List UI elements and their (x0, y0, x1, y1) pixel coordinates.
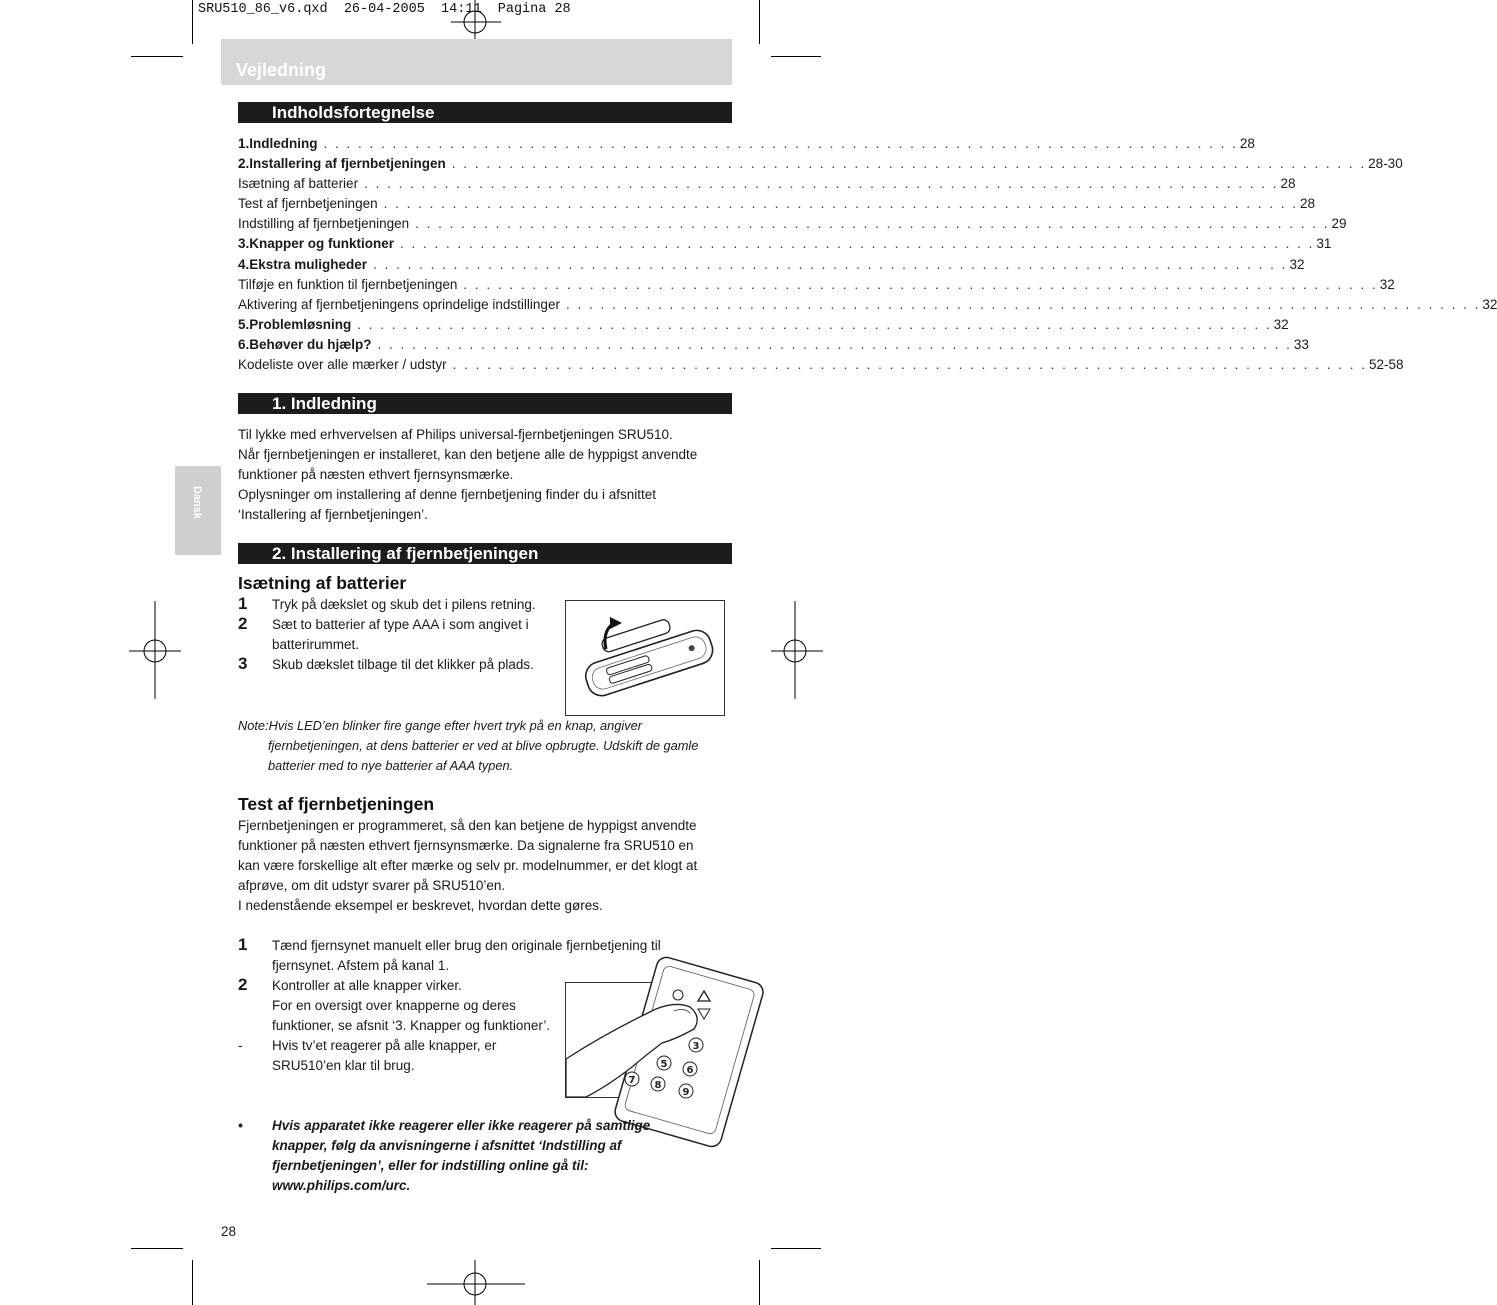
warning-bullet (238, 1116, 732, 1196)
language-tab (175, 466, 221, 555)
toc-leader-dots: . . . . . . . . . . . . . . . . . . . . . . . . . . . . . . . . . . . . . . . . . . . . . . . . . . . . . . . . . . . . . . . . . . . . . . . . . . . . . . . . (415, 216, 1330, 232)
body-line: funktioner på næsten ethvert fjernsynsmærke. (238, 467, 514, 483)
toc-entry[interactable] (238, 174, 1296, 194)
toc-entry-page: 28-30 (1368, 156, 1403, 172)
step-number: 1 (238, 935, 248, 954)
toc-leader-dots: . . . . . . . . . . . . . . . . . . . . . . . . . . . . . . . . . . . . . . . . . . . . . . . . . . . . . . . . . . . . . . . . . . . . . . . . . . . . . . . . (400, 236, 1315, 252)
toc-entry-page: 32 (1482, 296, 1497, 312)
toc-entry[interactable] (238, 194, 1316, 214)
warning-line: Hvis apparatet ikke reagerer eller ikke reagerer på samtlige (272, 1118, 651, 1133)
toc-entry-page: 28 (1299, 196, 1316, 212)
test-body (238, 816, 732, 916)
section-2-bar (238, 543, 732, 564)
body-line: Fjernbetjeningen er programmeret, så den kan betjene de hyppigst anvendte (238, 818, 697, 833)
toc-entry-title: Isætning af batterier (238, 176, 359, 192)
step-line: Sæt to batterier af type AAA i som angivet i (272, 617, 529, 632)
battery-illustration (565, 600, 725, 716)
step-number: 2 (238, 975, 248, 994)
keypad-digit: 6 (686, 1065, 694, 1076)
warning-line: knapper, følg da anvisningerne i afsnittet ‘Indstilling af (272, 1138, 622, 1154)
note-line: batterier med to nye batterier af AAA typen. (268, 758, 514, 774)
crop-mark (131, 56, 183, 57)
page-title: Vejledning (236, 60, 327, 80)
bullet-marker: • (238, 1118, 243, 1133)
toc-leader-dots: . . . . . . . . . . . . . . . . . . . . . . . . . . . . . . . . . . . . . . . . . . . . . . . . . . . . . . . . . . . . . . . . . . . . . . . . . . . . . . . . (452, 357, 1367, 373)
toc-entry-number: 5. (238, 316, 250, 332)
crop-mark (771, 56, 821, 57)
keypad-digit: 8 (654, 1080, 662, 1091)
toc-entry-page: 32 (1379, 276, 1395, 292)
toc-entry[interactable] (238, 214, 1347, 234)
keypad-digit: 5 (660, 1059, 668, 1070)
step-number: 1 (238, 594, 248, 613)
note-line: Note:Hvis LED’en blinker fire gange efter hvert tryk på en knap, angiver (238, 718, 643, 733)
table-of-contents (238, 134, 1497, 375)
toc-entry-title: Aktivering af fjernbetjeningens oprindelige indstillinger (238, 296, 560, 312)
crop-mark (192, 1260, 193, 1305)
step-line: fjernsynet. Afstem på kanal 1. (272, 958, 450, 974)
toc-entry-page: 52-58 (1368, 357, 1404, 373)
batteries-heading: Isætning af batterier (238, 573, 407, 593)
step-line: batterirummet. (272, 637, 360, 653)
toc-entry-title: Test af fjernbetjeningen (238, 196, 378, 212)
warning-link[interactable]: www.philips.com/urc. (272, 1178, 411, 1194)
step-line: funktioner, se afsnit ‘3. Knapper og funktioner’. (272, 1018, 551, 1034)
keypad-digit: 7 (628, 1075, 636, 1086)
toc-leader-dots: . . . . . . . . . . . . . . . . . . . . . . . . . . . . . . . . . . . . . . . . . . . . . . . . . . . . . . . . . . . . . . . . . . . . . . . . . . . . . . . . (565, 296, 1481, 312)
dash-marker: - (238, 1038, 243, 1053)
toc-leader-dots: . . . . . . . . . . . . . . . . . . . . . . . . . . . . . . . . . . . . . . . . . . . . . . . . . . . . . . . . . . . . . . . . . . . . . . . . . . . . . . . . (323, 136, 1238, 151)
step-number: 2 (238, 614, 248, 633)
crop-mark (131, 1248, 183, 1249)
toc-entry-number: 3. (238, 236, 250, 252)
crop-mark (192, 0, 193, 44)
registration-mark-icon (129, 601, 181, 699)
crop-mark (759, 0, 760, 44)
note-line: fjernbetjeningen, at dens batterier er ved at blive opbrugte. Udskift de gamle (268, 738, 699, 754)
step-line: SRU510’en klar til brug. (272, 1058, 415, 1074)
battery-note (238, 716, 732, 776)
toc-entry-title: Behøver du hjælp? (249, 336, 372, 352)
toc-leader-dots: . . . . . . . . . . . . . . . . . . . . . . . . . . . . . . . . . . . . . . . . . . . . . . . . . . . . . . . . . . . . . . . . . . . . . . . . . . . . . . . . (373, 256, 1288, 272)
toc-heading: Indholdsfortegnelse (272, 103, 435, 122)
registration-mark-icon (427, 1260, 525, 1305)
toc-entry-title: Indledning (249, 136, 318, 151)
keypad-digit: 3 (692, 1041, 700, 1052)
toc-entry-title: Ekstra muligheder (249, 256, 368, 272)
step-line: Tænd fjernsynet manuelt eller brug den originale fjernbetjening til (272, 938, 661, 953)
toc-entry-title: Kodeliste over alle mærker / udstyr (238, 357, 447, 373)
toc-leader-dots: . . . . . . . . . . . . . . . . . . . . . . . . . . . . . . . . . . . . . . . . . . . . . . . . . . . . . . . . . . . . . . . . . . . . . . . . . . . . . . . . (463, 276, 1378, 292)
toc-entry[interactable] (238, 295, 1497, 315)
toc-entry-number: 2. (238, 156, 250, 172)
step-line: Kontroller at alle knapper virker. (272, 978, 462, 993)
body-line: Oplysninger om installering af denne fjernbetjening finder du i afsnittet (238, 487, 656, 503)
step-line: Hvis tv’et reagerer på alle knapper, er (272, 1038, 497, 1053)
toc-entry[interactable] (238, 134, 1255, 154)
step-text (272, 655, 534, 675)
section-1-heading: 1. Indledning (272, 394, 377, 413)
step-text (272, 595, 536, 615)
body-line: funktioner på næsten ethvert fjernsynsmærke. Da signalerne fra SRU510 en (238, 838, 694, 854)
language-tab-label: Dansk (191, 486, 203, 520)
toc-leader-dots: . . . . . . . . . . . . . . . . . . . . . . . . . . . . . . . . . . . . . . . . . . . . . . . . . . . . . . . . . . . . . . . . . . . . . . . . . . . . . . . . (451, 156, 1367, 172)
toc-entry-title: Tilføje en funktion til fjernbetjeningen (238, 276, 458, 292)
toc-entry-title: Problemløsning (249, 316, 352, 332)
toc-entry[interactable] (238, 315, 1289, 335)
toc-entry[interactable] (238, 275, 1395, 295)
section-1-bar (238, 393, 732, 414)
toc-entry-number: 6. (238, 336, 250, 352)
test-heading: Test af fjernbetjeningen (238, 794, 435, 814)
page-number: 28 (221, 1224, 237, 1239)
toc-entry-page: 32 (1273, 316, 1289, 332)
step-text (272, 976, 550, 1036)
toc-entry-page: 31 (1316, 236, 1332, 252)
section-2-heading: 2. Installering af fjernbetjeningen (272, 544, 539, 563)
body-line: Når fjernbetjeningen er installeret, kan den betjene alle de hyppigst anvendte (238, 447, 698, 463)
toc-entry-page: 29 (1331, 216, 1347, 232)
warning-line: fjernbetjeningen’, eller for indstilling online gå til: (272, 1158, 589, 1174)
crop-mark (759, 1260, 760, 1305)
toc-entry[interactable] (238, 335, 1309, 355)
step-line: Skub dækslet tilbage til det klikker på plads. (272, 657, 534, 672)
body-line: Til lykke med erhvervelsen af Philips universal-fjernbetjeningen SRU510. (238, 427, 673, 442)
step-number: 3 (238, 654, 248, 673)
registration-mark-icon (451, 0, 501, 44)
body-line: afprøve, om dit udstyr svarer på SRU510’en. (238, 878, 506, 894)
toc-entry-page: 28 (1280, 176, 1296, 192)
toc-leader-dots: . . . . . . . . . . . . . . . . . . . . . . . . . . . . . . . . . . . . . . . . . . . . . . . . . . . . . . . . . . . . . . . . . . . . . . . . . . . . . . . . (364, 176, 1279, 192)
toc-entry[interactable] (238, 154, 1403, 174)
toc-entry-page: 28 (1239, 136, 1255, 151)
toc-leader-dots: . . . . . . . . . . . . . . . . . . . . . . . . . . . . . . . . . . . . . . . . . . . . . . . . . . . . . . . . . . . . . . . . . . . . . . . . . . . . . . . . (383, 196, 1298, 212)
toc-entry-title: Installering af fjernbetjeningen (249, 156, 446, 172)
crop-mark (771, 1248, 821, 1249)
step-line: For en oversigt over knapperne og deres (272, 998, 516, 1014)
toc-entry[interactable] (238, 355, 1404, 375)
body-line: ‘Installering af fjernbetjeningen’. (238, 507, 428, 523)
toc-leader-dots: . . . . . . . . . . . . . . . . . . . . . . . . . . . . . . . . . . . . . . . . . . . . . . . . . . . . . . . . . . . . . . . . . . . . . . . . . . . . . . . . (357, 316, 1272, 332)
toc-heading-bar (238, 102, 732, 123)
step-text (272, 936, 661, 976)
toc-entry-page: 33 (1293, 336, 1309, 352)
step-text (272, 1036, 496, 1076)
print-header: SRU510_86_v6.qxd 26-04-2005 14:11 Pagina 28 (198, 2, 571, 17)
section-1-body (238, 425, 732, 525)
toc-entry-number: 4. (238, 256, 250, 272)
body-line: kan være forskellige alt efter mærke og selv pr. modelnummer, er det klogt at (238, 858, 698, 874)
body-line: I nedenstående eksempel er beskrevet, hvordan dette gøres. (238, 898, 603, 914)
toc-entry-title: Knapper og funktioner (249, 236, 395, 252)
step-text (272, 615, 529, 655)
step-line: Tryk på dækslet og skub det i pilens retning. (272, 597, 536, 612)
keypad-digit: 9 (682, 1087, 690, 1098)
toc-entry-number: 1. (238, 136, 250, 151)
toc-entry-page: 32 (1289, 256, 1305, 272)
toc-entry-title: Indstilling af fjernbetjeningen (238, 216, 410, 232)
registration-mark-icon (771, 601, 823, 699)
keypad-illustration (565, 982, 725, 1098)
toc-entry[interactable] (238, 255, 1305, 275)
toc-entry[interactable] (238, 234, 1332, 254)
toc-leader-dots: . . . . . . . . . . . . . . . . . . . . . . . . . . . . . . . . . . . . . . . . . . . . . . . . . . . . . . . . . . . . . . . . . . . . . . . . . . . . . . . . (377, 336, 1292, 352)
